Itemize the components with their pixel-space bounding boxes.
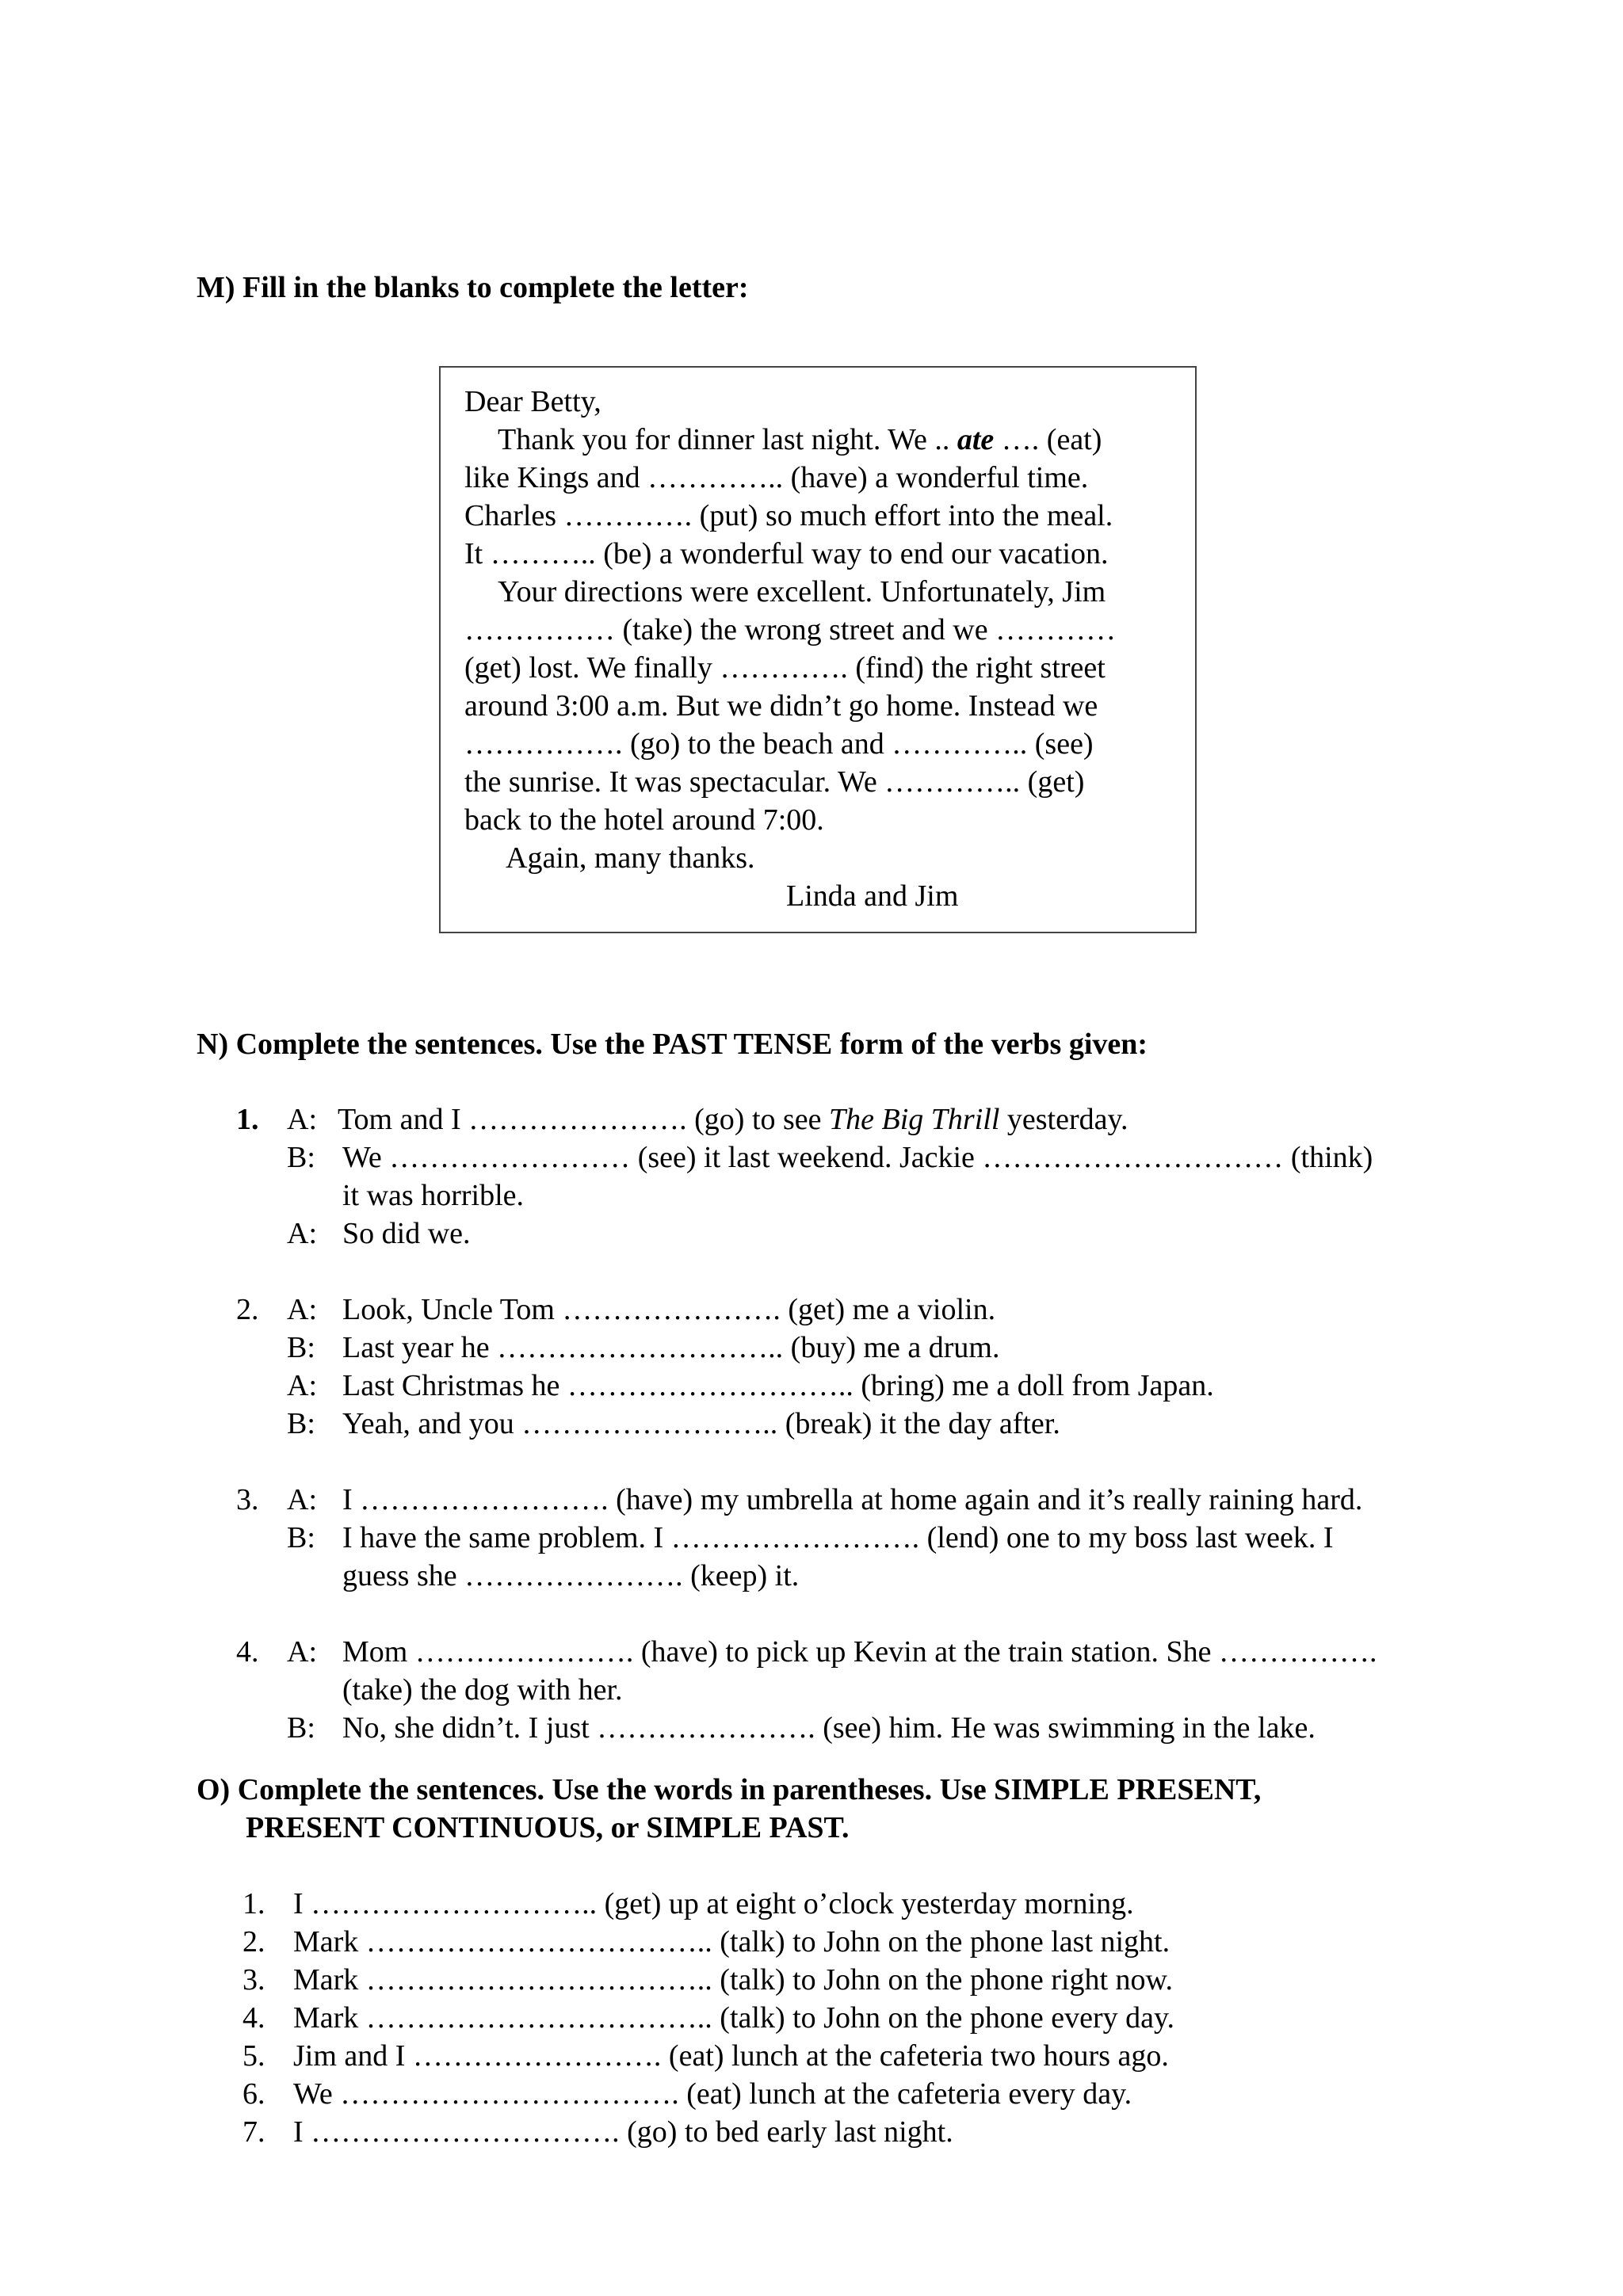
dialogue-line: I ……………………. (have) my umbrella at home again and it’s really raining hard.	[342, 1483, 1363, 1516]
section-m-title: M) Fill in the blanks to complete the letter:	[197, 271, 749, 304]
letter-line: Again, many thanks.	[506, 841, 755, 875]
dialogue-line: So did we.	[342, 1217, 471, 1250]
speaker-label: B:	[287, 1141, 315, 1174]
list-item: I …………………………. (go) to bed early last night.	[293, 2115, 953, 2149]
dialogue-line: Last year he ……………………….. (buy) me a drum.	[342, 1331, 1000, 1364]
item-number: 2.	[242, 1925, 265, 1958]
list-item: Mark …………………………….. (talk) to John on the phone right now.	[293, 1963, 1173, 1997]
letter-line: Thank you for dinner last night. We .. ate …. (eat)	[498, 423, 1102, 456]
letter-line: …………… (take) the wrong street and we …………	[464, 613, 1117, 646]
letter-line: Your directions were excellent. Unfortunately, Jim	[498, 575, 1106, 608]
list-item: I ……………………….. (get) up at eight o’clock yesterday morning.	[293, 1887, 1134, 1920]
dialogue-line: No, she didn’t. I just …………………. (see) him. He was swimming in the lake.	[342, 1711, 1316, 1745]
dialogue-line: Last Christmas he ……………………….. (bring) me a doll from Japan.	[342, 1369, 1214, 1402]
item-number: 1.	[236, 1103, 259, 1136]
item-number: 3.	[242, 1963, 265, 1997]
dialogue-line: (take) the dog with her.	[342, 1673, 623, 1707]
list-item: Mark …………………………….. (talk) to John on the phone every day.	[293, 2001, 1175, 2035]
speaker-label: A:	[287, 1483, 317, 1516]
dialogue-line: guess she …………………. (keep) it.	[342, 1559, 800, 1592]
letter-line: like Kings and ………….. (have) a wonderful time.	[464, 461, 1089, 494]
speaker-label: A:	[287, 1103, 317, 1136]
letter-line: back to the hotel around 7:00.	[464, 803, 824, 837]
speaker-label: B:	[287, 1711, 315, 1745]
speaker-label: B:	[287, 1331, 315, 1364]
list-item: Mark …………………………….. (talk) to John on the phone last night.	[293, 1925, 1170, 1958]
speaker-label: A:	[287, 1369, 317, 1402]
item-number: 2.	[236, 1293, 259, 1326]
letter-line: the sunrise. It was spectacular. We ………….. (get)	[464, 765, 1085, 799]
letter-line: around 3:00 a.m. But we didn’t go home. Instead we	[464, 689, 1098, 723]
item-number: 1.	[242, 1887, 265, 1920]
section-n-title: N) Complete the sentences. Use the PAST TENSE form of the verbs given:	[197, 1028, 1148, 1061]
item-number: 5.	[242, 2039, 265, 2073]
letter-greeting: Dear Betty,	[464, 385, 601, 418]
list-item: Jim and I ……………………. (eat) lunch at the cafeteria two hours ago.	[293, 2039, 1169, 2073]
letter-line: ……………. (go) to the beach and ………….. (see)	[464, 727, 1094, 761]
dialogue-line: Yeah, and you …………………….. (break) it the day after.	[342, 1407, 1060, 1440]
dialogue-line: Look, Uncle Tom …………………. (get) me a violin.	[342, 1293, 996, 1326]
letter-signature: Linda and Jim	[786, 879, 959, 913]
dialogue-line: I have the same problem. I ……………………. (lend) one to my boss last week. I	[342, 1521, 1334, 1554]
movie-title: The Big Thrill	[829, 1103, 1000, 1136]
section-o-title: O) Complete the sentences. Use the words in parentheses. Use SIMPLE PRESENT,	[197, 1773, 1262, 1806]
item-number: 3.	[236, 1483, 259, 1516]
letter-line: (get) lost. We finally …………. (find) the right street	[464, 651, 1106, 685]
item-number: 7.	[242, 2115, 265, 2149]
item-number: 4.	[242, 2001, 265, 2035]
example-answer: ate	[957, 423, 995, 456]
list-item: We ……………………………. (eat) lunch at the cafeteria every day.	[293, 2077, 1132, 2111]
item-number: 6.	[242, 2077, 265, 2111]
speaker-label: A:	[287, 1293, 317, 1326]
dialogue-line: it was horrible.	[342, 1179, 525, 1212]
dialogue-line: We …………………… (see) it last weekend. Jackie ………………………… (think)	[342, 1141, 1373, 1174]
speaker-label: B:	[287, 1407, 315, 1440]
item-number: 4.	[236, 1635, 259, 1669]
speaker-label: A:	[287, 1217, 317, 1250]
speaker-label: B:	[287, 1521, 315, 1554]
section-o-title-continued: PRESENT CONTINUOUS, or SIMPLE PAST.	[246, 1811, 850, 1844]
dialogue-line: Tom and I …………………. (go) to see The Big Thrill yesterday.	[338, 1103, 1128, 1136]
letter-line: It ……….. (be) a wonderful way to end our vacation.	[464, 537, 1109, 570]
letter-line: Charles …………. (put) so much effort into the meal.	[464, 499, 1113, 532]
speaker-label: A:	[287, 1635, 317, 1669]
dialogue-line: Mom …………………. (have) to pick up Kevin at the train station. She …………….	[342, 1635, 1377, 1669]
